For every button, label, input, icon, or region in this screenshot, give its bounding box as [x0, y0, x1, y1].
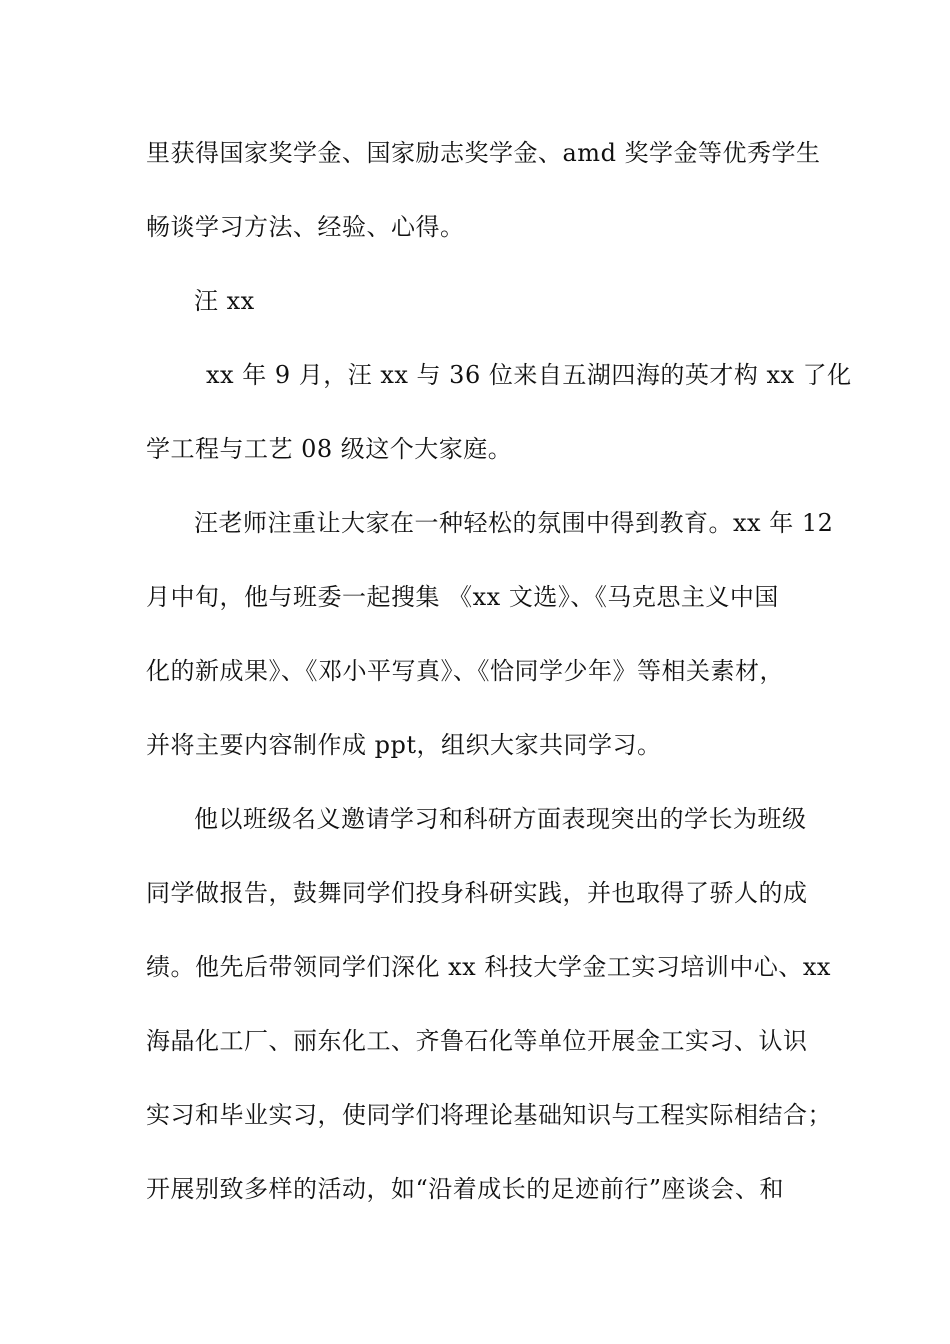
text-line: xx 年 9 月，汪 xx 与 36 位来自五湖四海的英才构 xx 了化 — [206, 361, 852, 389]
text-line: 海晶化工厂、丽东化工、齐鲁石化等单位开展金工实习、认识 — [146, 1027, 808, 1055]
text-line: 月中旬，他与班委一起搜集 《xx 文选》、《马克思主义中国 — [146, 583, 779, 611]
text-line: 开展别致多样的活动，如“沿着成长的足迹前行”座谈会、和 — [146, 1175, 785, 1203]
text-line: 里获得国家奖学金、国家励志奖学金、amd 奖学金等优秀学生 — [146, 139, 821, 167]
text-line: 实习和毕业实习，使同学们将理论基础知识与工程实际相结合； — [146, 1101, 832, 1129]
text-line: 同学做报告，鼓舞同学们投身科研实践，并也取得了骄人的成 — [146, 879, 808, 907]
text-line: 汪老师注重让大家在一种轻松的氛围中得到教育。xx 年 12 — [194, 509, 834, 537]
text-line: 绩。他先后带领同学们深化 xx 科技大学金工实习培训中心、xx — [146, 953, 831, 981]
text-line: 畅谈学习方法、经验、心得。 — [146, 213, 465, 241]
text-line: 学工程与工艺 08 级这个大家庭。 — [146, 435, 513, 463]
text-line: 他以班级名义邀请学习和科研方面表现突出的学长为班级 — [194, 805, 807, 833]
text-line: 化的新成果》、《邓小平写真》、《恰同学少年》等相关素材， — [146, 657, 784, 685]
section-heading: 汪 xx — [194, 287, 255, 315]
text-line: 并将主要内容制作成 ppt，组织大家共同学习。 — [146, 731, 662, 759]
